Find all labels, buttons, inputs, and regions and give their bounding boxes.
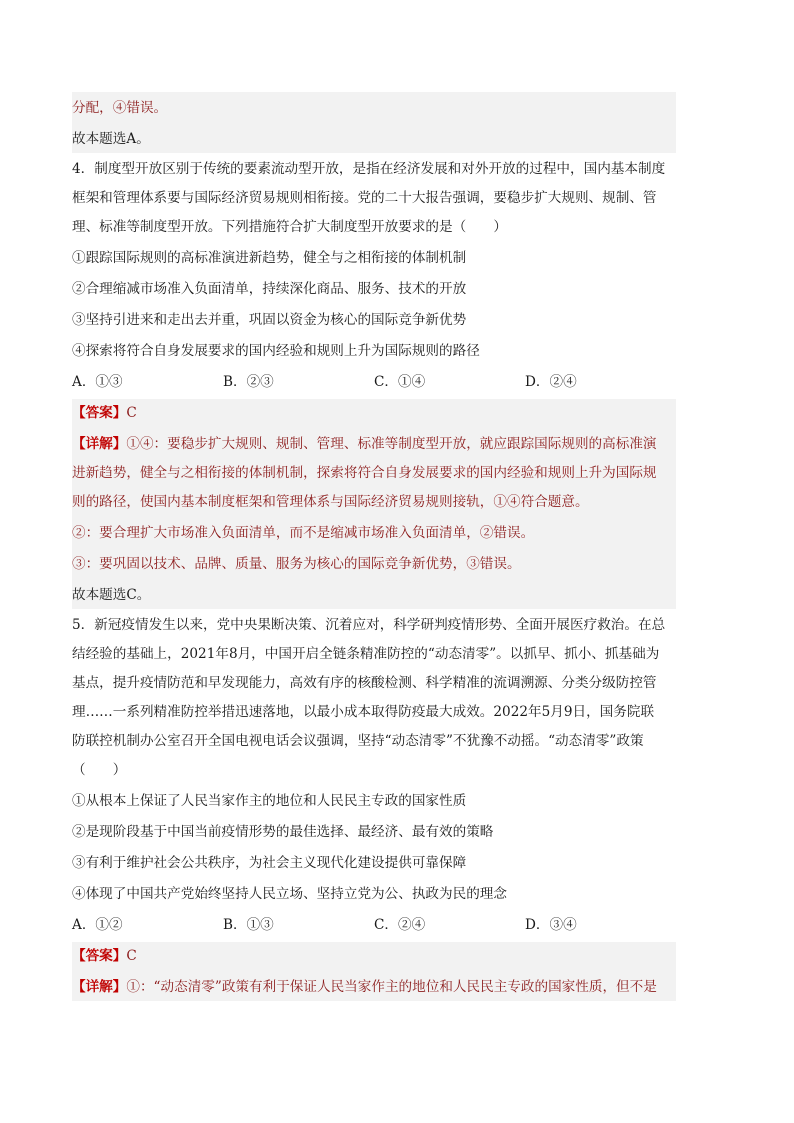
q4-detail-line: ②：要合理扩大市场准入负面清单，而不是缩减市场准入负面清单，②错误。	[72, 525, 535, 541]
q4-stem-line: 4．制度型开放区别于传统的要素流动型开放，是指在经济发展和对外开放的过程中，国内基本制度	[72, 161, 666, 177]
q5-choice-a: A．①②	[72, 917, 123, 933]
answer-tag: 【答案】	[72, 405, 127, 421]
answer-value: C	[126, 405, 137, 421]
q4-stem-line: 框架和管理体系要与国际经济贸易规则相衔接。党的二十大报告强调，要稳步扩大规则、规制、管	[72, 190, 657, 206]
q4-choice-b: B．②③	[223, 374, 274, 390]
q5-answer	[72, 942, 676, 966]
detail-tag: 【详解】	[72, 979, 127, 995]
q4-choice-c: C．①④	[374, 374, 426, 390]
answer-tag: 【答案】	[72, 948, 127, 964]
question-4	[72, 153, 676, 609]
q5-option-1: ①从根本上保证了人民当家作主的地位和人民民主专政的国家性质	[72, 793, 467, 809]
q4-choice-d: D．②④	[525, 374, 577, 390]
question-5	[72, 609, 676, 1001]
q4-conclusion: 故本题选C。	[72, 587, 151, 603]
q5-stem-line: 5．新冠疫情发生以来，党中央果断决策、沉着应对，科学研判疫情形势、全面开展医疗救治。在总	[72, 617, 666, 633]
q5-choice-d: D．③④	[525, 917, 577, 933]
q5-stem-line: 基点，提升疫情防范和早发现能力，高效有序的核酸检测、科学精准的流调溯源、分类分级防控管	[72, 675, 657, 691]
q5-choices	[72, 904, 676, 935]
q5-answer-block	[72, 942, 676, 1001]
q5-option-3: ③有利于维护社会公共秩序，为社会主义现代化建设提供可靠保障	[72, 855, 467, 871]
answer-value: C	[126, 948, 137, 964]
detail-tag: 【详解】	[72, 436, 127, 452]
q4-option-3: ③坚持引进来和走出去并重，巩固以资金为核心的国际竞争新优势	[72, 312, 467, 328]
q4-detail-line: ③：要巩固以技术、品牌、质量、服务为核心的国际竞争新优势，③错误。	[72, 556, 521, 572]
q4-option-2: ②合理缩减市场准入负面清单，持续深化商品、服务、技术的开放	[72, 281, 467, 297]
prev-conclusion: 故本题选A。	[72, 131, 150, 147]
q4-answer	[72, 399, 676, 423]
q4-choice-a: A．①③	[72, 374, 123, 390]
q4-option-4: ④探索将符合自身发展要求的国内经验和规则上升为国际规则的路径	[72, 343, 480, 359]
prev-explanation-block	[72, 92, 676, 153]
q5-option-2: ②是现阶段基于中国当前疫情形势的最佳选择、最经济、最有效的策略	[72, 824, 494, 840]
q5-stem-line: 结经验的基础上，2021年8月，中国开启全链条精准防控的“动态清零”。以抓早、抓小、抓基础为	[72, 646, 660, 662]
q5-choice-b: B．①③	[223, 917, 274, 933]
document-page	[72, 92, 676, 1001]
prev-explanation-line: 分配，④错误。	[72, 100, 168, 116]
q4-option-1: ①跟踪国际规则的高标准演进新趋势，健全与之相衔接的体制机制	[72, 250, 467, 266]
q5-detail-line: 【详解】①：“动态清零”政策有利于保证人民当家作主的地位和人民民主专政的国家性质，但不是	[72, 979, 657, 995]
q4-detail-line: 则的路径，使国内基本制度框架和管理体系与国际经济贸易规则接轨，①④符合题意。	[72, 494, 589, 510]
q5-stem-line: 理……一系列精准防控举措迅速落地，以最小成本取得防疫最大成效。2022年5月9日，国务院联	[72, 704, 655, 720]
q4-detail-line: 进新趋势，健全与之相衔接的体制机制，探索将符合自身发展要求的国内经验和规则上升为国际规	[72, 465, 657, 481]
q5-option-4: ④体现了中国共产党始终坚持人民立场、坚持立党为公、执政为民的理念	[72, 886, 507, 902]
q4-answer-block	[72, 399, 676, 609]
q5-stem-line: （ ）	[72, 762, 127, 778]
q4-detail-line: 【详解】①④：要稳步扩大规则、规制、管理、标准等制度型开放，就应跟踪国际规则的高标准演	[72, 436, 657, 452]
q5-choice-c: C．②④	[374, 917, 426, 933]
q4-choices	[72, 361, 676, 392]
q4-stem-line: 理、标准等制度型开放。下列措施符合扩大制度型开放要求的是（ ）	[72, 219, 507, 235]
q5-stem-line: 防联控机制办公室召开全国电视电话会议强调，坚持“动态清零”不犹豫不动摇。“动态清零”政策	[72, 733, 644, 749]
